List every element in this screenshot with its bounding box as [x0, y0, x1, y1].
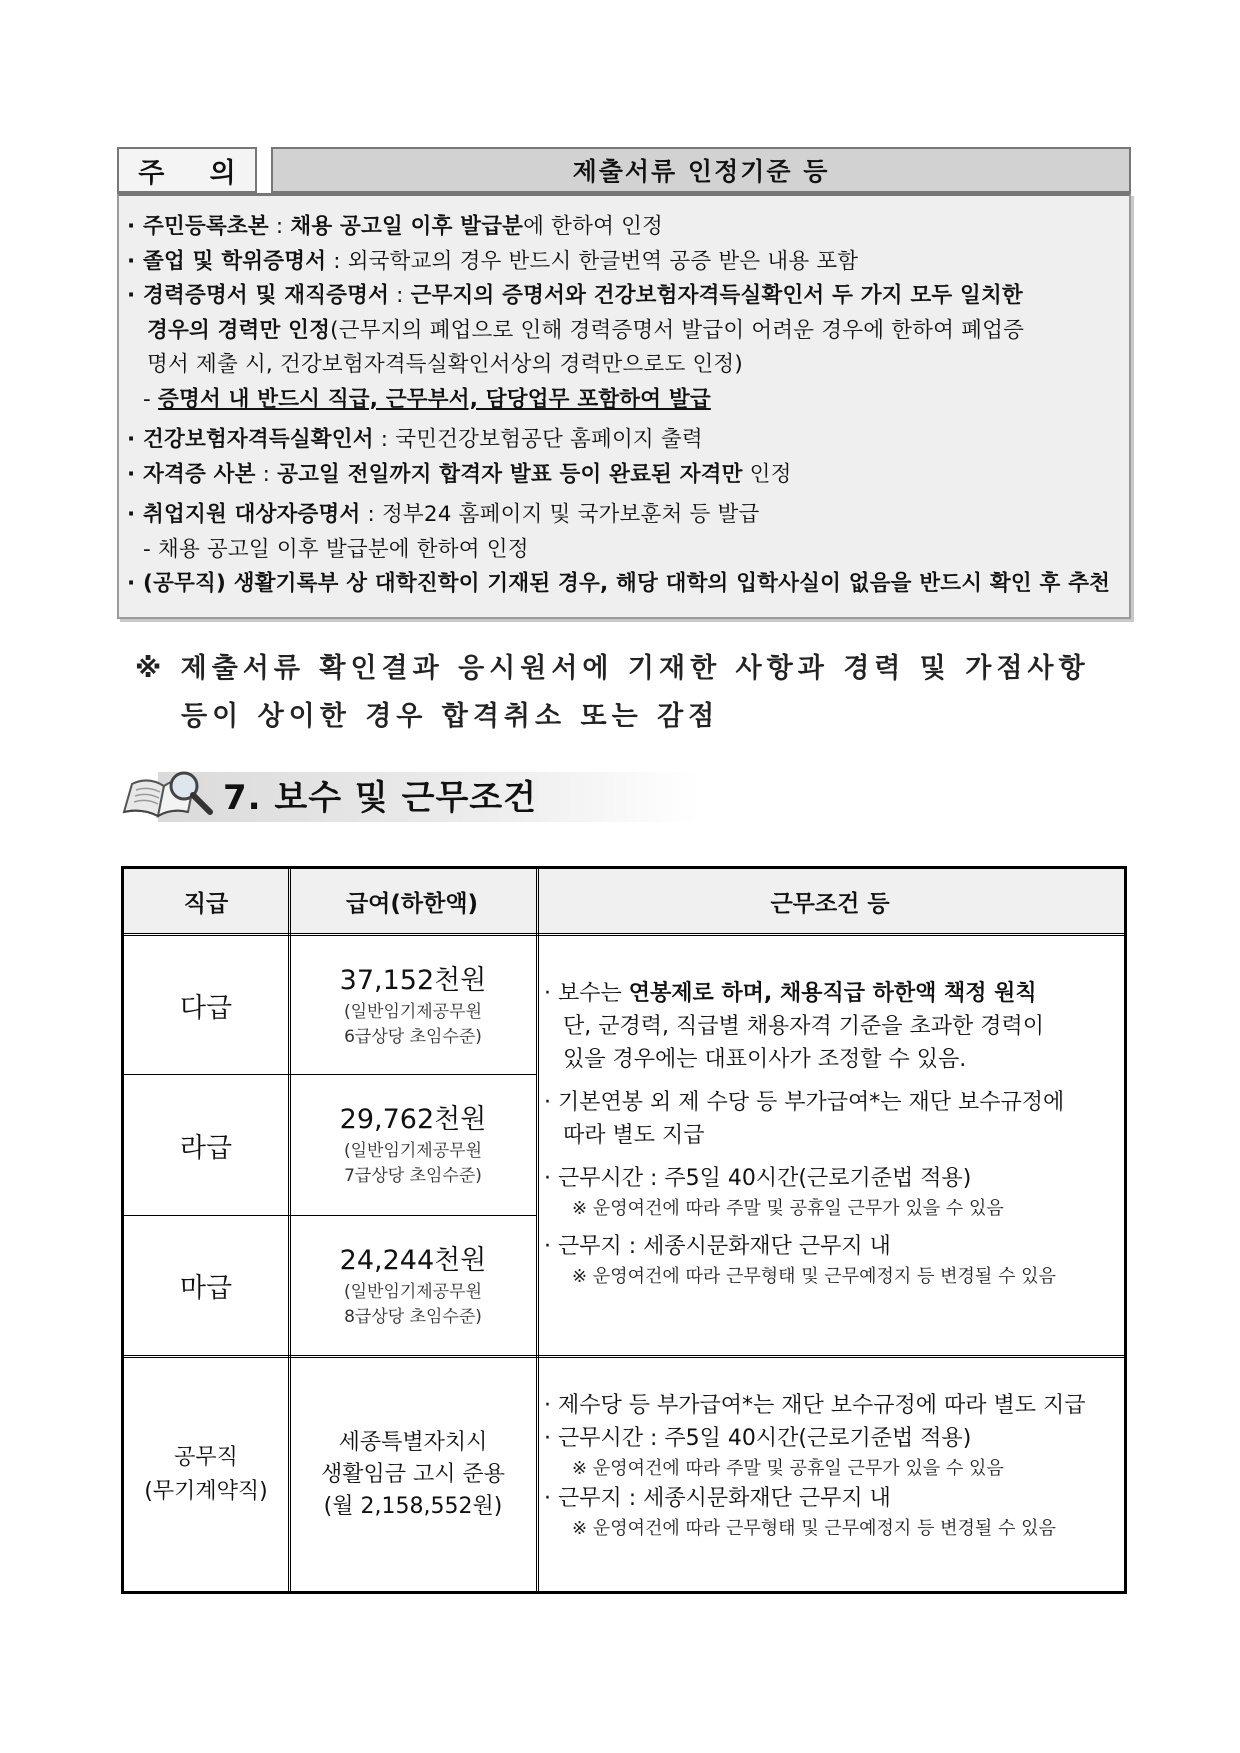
section-title: 7. 보수 및 근무조건 — [223, 778, 537, 818]
notice-item-career-sub: - 증명서 내 반드시 직급, 근무부서, 담당업무 포함하여 발급 — [143, 386, 711, 412]
table-row-grade: 마급 — [179, 1273, 233, 1304]
notice-header — [117, 147, 1131, 193]
table-row-grade: 라급 — [179, 1132, 233, 1164]
gongmu-pay: 세종특별자치시 생활임금 고시 준용 (월 2,158,552원) — [320, 1430, 505, 1519]
gongmu-conditions: · 제수당 등 부가급여*는 재단 보수규정에 따라 별도 지급 · 근무시간 : 주5일 40시간(근로기준법 적용) ※ 운영여건에 따라 주말 및 공휴일 근무가 있을 수 있음 · 근무지 : 세종시문화재단 근무지 내 ※ 운영여건에 따라 근무형태 및 근무예정지 등 변경될 수 있음 — [544, 1393, 1086, 1539]
warning-text — [135, 645, 1135, 741]
notice-item-employment-support: · 취업지원 대상자증명서 : 정부24 홈페이지 및 국가보훈처 등 발급 — [127, 502, 760, 527]
notice-box — [117, 147, 1131, 619]
gongmu-grade: 공무직 (무기계약직) — [144, 1445, 268, 1504]
col-divider-2 — [536, 869, 539, 1591]
header-pay: 급여(하한액) — [288, 869, 536, 933]
table-row-grade: 다급 — [179, 993, 233, 1024]
notice-item-license: · 자격증 사본 : 공고일 전일까지 합격자 발표 등이 완료된 자격만 인정 — [127, 461, 792, 487]
notice-item-career-cont2: 명서 제출 시, 건강보험자격득실확인서상의 경력만으로도 인정) — [147, 352, 743, 377]
notice-item-career: · 경력증명서 및 재직증명서 : 근무지의 증명서와 건강보험자격득실확인서 두 가지 모두 일치한 — [127, 283, 1023, 308]
table-row-pay: 29,762천원 (일반임기제공무원 7급상당 초임수준) — [339, 1104, 487, 1186]
notice-label: 주 의 — [117, 147, 257, 193]
row-divider-3 — [124, 1355, 1124, 1358]
header-grade: 직급 — [124, 869, 288, 933]
warning-line-1: ※ 제출서류 확인결과 응시원서에 기재한 사항과 경력 및 가점사항 — [135, 653, 1090, 684]
notice-item-graduation: · 졸업 및 학위증명서 : 외국학교의 경우 반드시 한글번역 공증 받은 내용 포함 — [127, 248, 859, 274]
header-divider — [124, 933, 1124, 936]
notice-item-gongmu: · (공무직) 생활기록부 상 대학진학이 기재된 경우, 해당 대학의 입학사실이 없음을 반드시 확인 후 추천 — [127, 571, 1111, 596]
notice-item-health: · 건강보험자격득실확인서 : 국민건강보험공단 홈페이지 출력 — [127, 427, 703, 452]
notice-title: 제출서류 인정기준 등 — [271, 147, 1131, 193]
notice-item-career-cont: 경우의 경력만 인정(근무지의 폐업으로 인해 경력증명서 발급이 어려운 경우에 한하여 폐업증 — [147, 317, 1025, 343]
table-row-pay: 24,244천원 (일반임기제공무원 8급상당 초임수준) — [339, 1244, 487, 1327]
notice-item-resident: · 주민등록초본 : 채용 공고일 이후 발급분에 한하여 인정 — [127, 214, 664, 239]
table-row-pay: 37,152천원 (일반임기제공무원 6급상당 초임수준) — [339, 964, 487, 1047]
notice-item-employment-sub: - 채용 공고일 이후 발급분에 한하여 인정 — [143, 536, 529, 562]
notice-body — [117, 193, 1131, 619]
conditions-cell: · 보수는 연봉제로 하며, 채용직급 하한액 책정 원칙 단, 군경력, 직급별 채용자격 기준을 초과한 경력이 있을 경우에는 대표이사가 조정할 수 있음. · 기본연봉 외 제 수당 등 부가급여*는 재단 보수규정에 따라 별도 지급 · 근무시간 : 주5일 40시간(근로기준법 적용) ※ 운영여건에 따라 주말 및 공휴일 근무가 있을 수 있음 · 근무지 : 세종시문화재단 근무지 내 ※ 운영여건에 따라 근무형태 및 근무예정지 등 변경될 수 있음 — [544, 981, 1065, 1287]
warning-line-2: 등이 상이한 경우 합격취소 또는 감점 — [181, 701, 720, 732]
salary-table — [121, 866, 1127, 1594]
book-magnifier-icon — [118, 762, 218, 824]
section-heading — [118, 762, 698, 824]
header-conditions: 근무조건 등 — [536, 869, 1124, 933]
